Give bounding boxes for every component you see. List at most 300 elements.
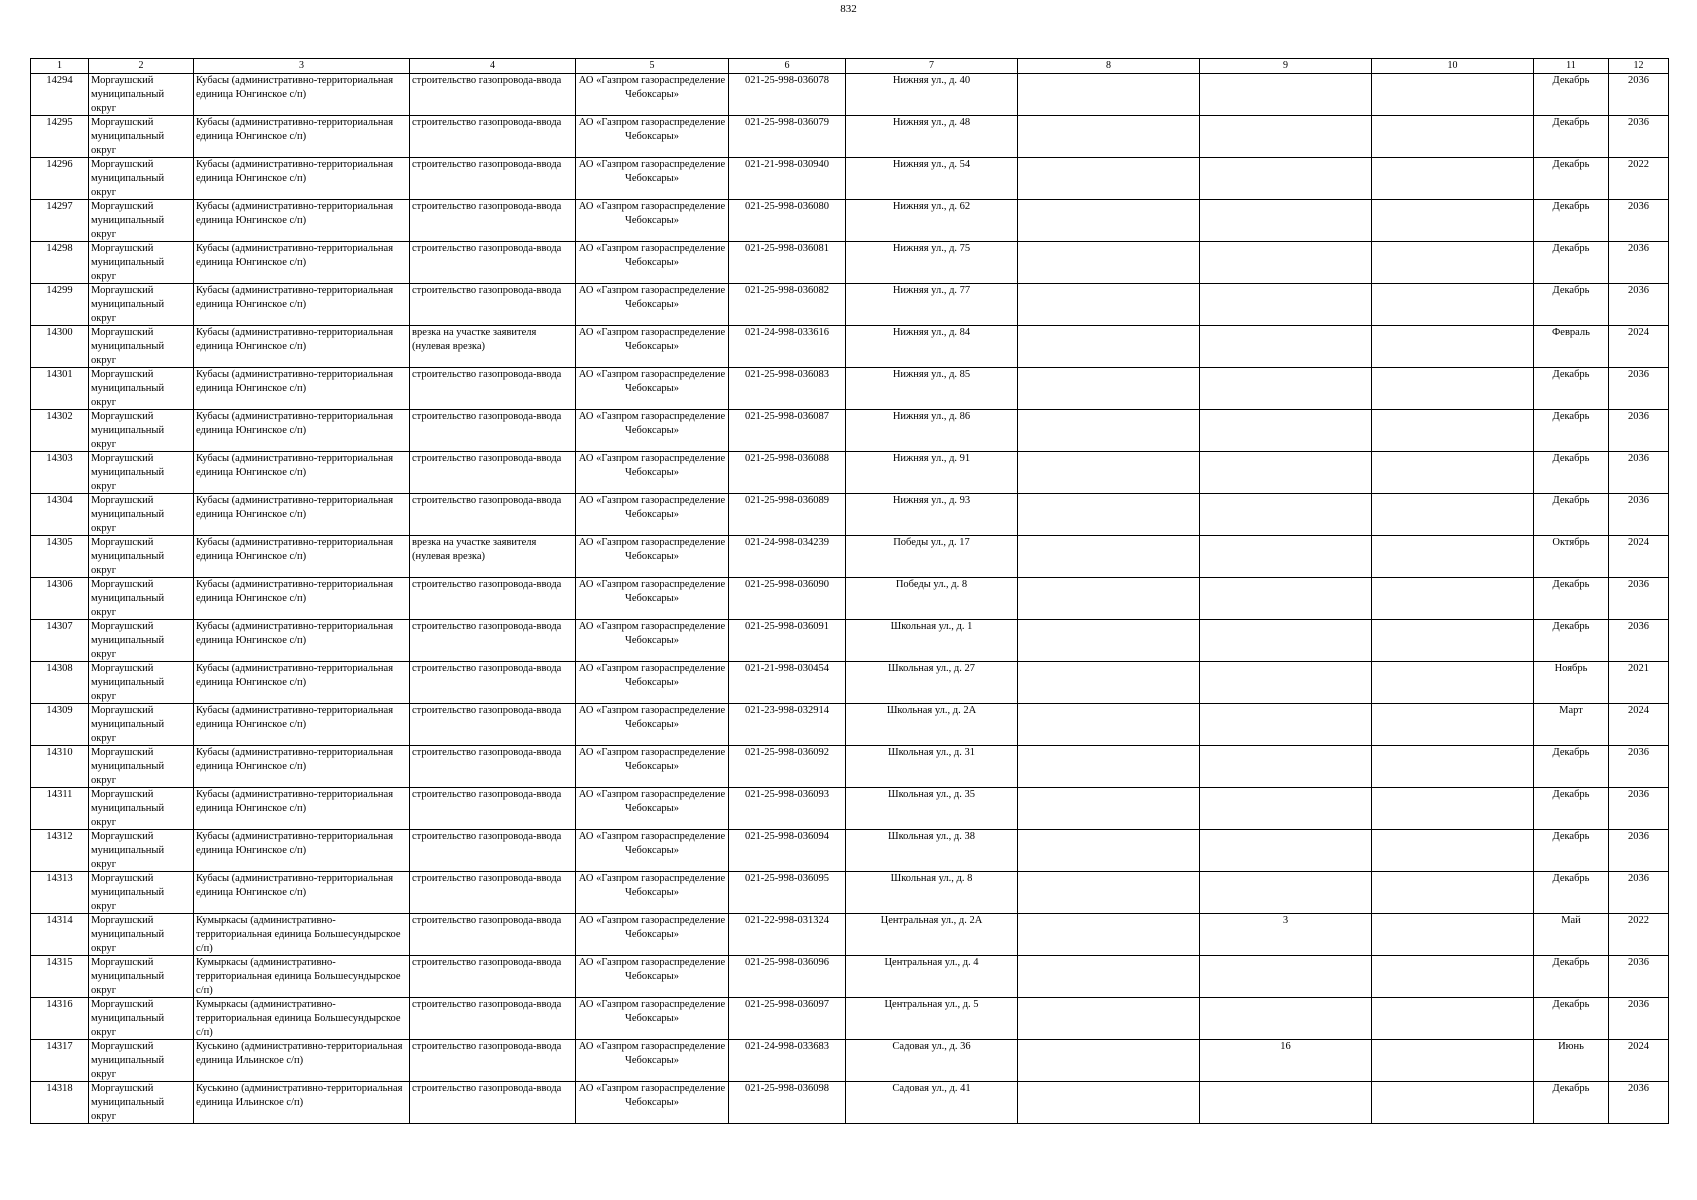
month-text: Декабрь	[1552, 117, 1590, 128]
column-10-cell	[1372, 1040, 1534, 1082]
table-row	[31, 536, 1669, 578]
work-type-cell	[410, 200, 576, 242]
object-code-cell	[729, 620, 846, 662]
address-text: Школьная ул., д. 8	[890, 873, 973, 884]
year-text: 2036	[1628, 75, 1649, 86]
column-8-cell	[1018, 284, 1200, 326]
year-cell	[1609, 242, 1669, 284]
column-9-cell	[1200, 116, 1372, 158]
work-type-cell	[410, 326, 576, 368]
column-10-cell	[1372, 620, 1534, 662]
object-code-cell	[729, 410, 846, 452]
column-10-text	[1374, 200, 1531, 241]
work-type-text: строительство газопровода-ввода	[412, 663, 562, 674]
organization-text: АО «Газпром газораспределение Чебоксары»	[578, 831, 726, 856]
address-text: Нижняя ул., д. 86	[892, 411, 971, 422]
object-code-cell	[729, 158, 846, 200]
row-number-text: 14302	[46, 411, 73, 422]
municipality-text: Моргаушский муниципальный округ	[91, 1041, 165, 1080]
organization-cell	[576, 620, 729, 662]
month-cell	[1534, 452, 1609, 494]
column-8-text	[1020, 116, 1197, 157]
year-cell	[1609, 998, 1669, 1040]
address-cell	[846, 956, 1018, 998]
table-row	[31, 1040, 1669, 1082]
month-cell	[1534, 536, 1609, 578]
column-9-text	[1202, 74, 1369, 115]
organization-cell	[576, 788, 729, 830]
column-9-text	[1202, 620, 1369, 661]
month-cell	[1534, 620, 1609, 662]
organization-cell	[576, 452, 729, 494]
column-9-cell	[1200, 872, 1372, 914]
year-text: 2036	[1628, 495, 1649, 506]
settlement-cell	[194, 200, 410, 242]
address-cell	[846, 284, 1018, 326]
column-header: 12	[1609, 59, 1669, 74]
column-8-text	[1020, 620, 1197, 661]
municipality-text: Моргаушский муниципальный округ	[91, 915, 165, 954]
column-9-text	[1202, 242, 1369, 283]
settlement-text: Кубасы (административно-территориальная единица Юнгинское с/п)	[196, 327, 394, 352]
settlement-text: Кубасы (административно-территориальная единица Юнгинское с/п)	[196, 873, 394, 898]
column-9-text	[1202, 284, 1369, 325]
row-number-text: 14314	[46, 915, 73, 926]
municipality-text: Моргаушский муниципальный округ	[91, 789, 165, 828]
column-8-text	[1020, 872, 1197, 913]
object-code-cell	[729, 662, 846, 704]
row-number-text: 14317	[46, 1041, 73, 1052]
work-type-text: строительство газопровода-ввода	[412, 579, 562, 590]
object-code-cell	[729, 830, 846, 872]
year-cell	[1609, 116, 1669, 158]
table-row	[31, 578, 1669, 620]
settlement-cell	[194, 326, 410, 368]
settlement-cell	[194, 830, 410, 872]
month-text: Декабрь	[1552, 285, 1590, 296]
municipality-text: Моргаушский муниципальный округ	[91, 621, 165, 660]
settlement-cell	[194, 704, 410, 746]
row-number-text: 14318	[46, 1083, 73, 1094]
table-row	[31, 284, 1669, 326]
column-8-cell	[1018, 746, 1200, 788]
row-number-text: 14307	[46, 621, 73, 632]
settlement-text: Кубасы (административно-территориальная единица Юнгинское с/п)	[196, 495, 394, 520]
municipality-text: Моргаушский муниципальный округ	[91, 537, 165, 576]
row-number-text: 14309	[46, 705, 73, 716]
settlement-cell	[194, 662, 410, 704]
year-text: 2036	[1628, 873, 1649, 884]
settlement-text: Кубасы (административно-территориальная единица Юнгинское с/п)	[196, 621, 394, 646]
organization-cell	[576, 410, 729, 452]
column-10-text	[1374, 872, 1531, 913]
column-8-text	[1020, 368, 1197, 409]
settlement-cell	[194, 620, 410, 662]
address-text: Нижняя ул., д. 54	[892, 159, 971, 170]
work-type-cell	[410, 830, 576, 872]
month-cell	[1534, 872, 1609, 914]
year-cell	[1609, 956, 1669, 998]
municipality-cell	[89, 284, 194, 326]
row-number-text: 14311	[46, 789, 73, 800]
column-8-text	[1020, 200, 1197, 241]
work-type-text: строительство газопровода-ввода	[412, 1083, 562, 1094]
column-header: 6	[729, 59, 846, 74]
year-text: 2036	[1628, 579, 1649, 590]
work-type-cell	[410, 662, 576, 704]
work-type-text: строительство газопровода-ввода	[412, 285, 562, 296]
settlement-text: Кумыркасы (административно-территориальная единица Большесундырское с/п)	[196, 957, 401, 996]
address-cell	[846, 1082, 1018, 1124]
municipality-text: Моргаушский муниципальный округ	[91, 327, 165, 366]
address-cell	[846, 1040, 1018, 1082]
month-cell	[1534, 116, 1609, 158]
table-row	[31, 200, 1669, 242]
organization-cell	[576, 830, 729, 872]
municipality-text: Моргаушский муниципальный округ	[91, 369, 165, 408]
table-row	[31, 872, 1669, 914]
settlement-cell	[194, 788, 410, 830]
municipality-text: Моргаушский муниципальный округ	[91, 831, 165, 870]
address-text: Нижняя ул., д. 85	[892, 369, 971, 380]
object-code-text: 021-25-998-036079	[745, 117, 829, 128]
column-8-cell	[1018, 620, 1200, 662]
organization-text: АО «Газпром газораспределение Чебоксары»	[578, 579, 726, 604]
settlement-text: Кубасы (административно-территориальная единица Юнгинское с/п)	[196, 537, 394, 562]
column-8-text	[1020, 914, 1197, 955]
column-8-cell	[1018, 326, 1200, 368]
year-cell	[1609, 494, 1669, 536]
table-row	[31, 1082, 1669, 1124]
settlement-text: Кубасы (административно-территориальная единица Юнгинское с/п)	[196, 663, 394, 688]
organization-text: АО «Газпром газораспределение Чебоксары»	[578, 705, 726, 730]
column-8-text	[1020, 1040, 1197, 1081]
column-8-cell	[1018, 998, 1200, 1040]
organization-text: АО «Газпром газораспределение Чебоксары»	[578, 495, 726, 520]
work-type-cell	[410, 410, 576, 452]
object-code-cell	[729, 956, 846, 998]
month-cell	[1534, 242, 1609, 284]
organization-cell	[576, 242, 729, 284]
column-9-text	[1202, 872, 1369, 913]
month-text: Декабрь	[1552, 957, 1590, 968]
settlement-cell	[194, 74, 410, 116]
row-number-cell	[31, 410, 89, 452]
table-row	[31, 788, 1669, 830]
year-text: 2036	[1628, 747, 1649, 758]
column-8-cell	[1018, 1082, 1200, 1124]
column-10-cell	[1372, 914, 1534, 956]
column-9-text	[1202, 1082, 1369, 1123]
column-8-cell	[1018, 116, 1200, 158]
municipality-text: Моргаушский муниципальный округ	[91, 747, 165, 786]
month-text: Май	[1561, 915, 1581, 926]
municipality-cell	[89, 368, 194, 410]
organization-cell	[576, 368, 729, 410]
column-header: 9	[1200, 59, 1372, 74]
municipality-cell	[89, 1040, 194, 1082]
month-cell	[1534, 200, 1609, 242]
month-cell	[1534, 830, 1609, 872]
month-text: Июнь	[1558, 1041, 1584, 1052]
table-row	[31, 746, 1669, 788]
column-10-cell	[1372, 746, 1534, 788]
column-10-text	[1374, 536, 1531, 577]
address-text: Школьная ул., д. 2А	[886, 705, 977, 716]
settlement-text: Кубасы (административно-территориальная единица Юнгинское с/п)	[196, 747, 394, 772]
month-text: Декабрь	[1552, 621, 1590, 632]
column-10-cell	[1372, 578, 1534, 620]
organization-text: АО «Газпром газораспределение Чебоксары»	[578, 999, 726, 1024]
column-9-cell	[1200, 284, 1372, 326]
column-8-text	[1020, 956, 1197, 997]
address-cell	[846, 200, 1018, 242]
month-text: Декабрь	[1552, 243, 1590, 254]
month-text: Декабрь	[1552, 75, 1590, 86]
month-text: Декабрь	[1552, 873, 1590, 884]
work-type-text: строительство газопровода-ввода	[412, 873, 562, 884]
month-text: Октябрь	[1552, 537, 1590, 548]
year-cell	[1609, 662, 1669, 704]
column-8-text	[1020, 578, 1197, 619]
column-9-cell	[1200, 662, 1372, 704]
organization-cell	[576, 914, 729, 956]
organization-cell	[576, 326, 729, 368]
table-row	[31, 242, 1669, 284]
row-number-cell	[31, 536, 89, 578]
column-header: 5	[576, 59, 729, 74]
table-row	[31, 368, 1669, 410]
organization-cell	[576, 494, 729, 536]
work-type-text: строительство газопровода-ввода	[412, 789, 562, 800]
column-9-text	[1202, 704, 1369, 745]
municipality-cell	[89, 872, 194, 914]
work-type-cell	[410, 494, 576, 536]
column-header: 2	[89, 59, 194, 74]
column-10-text	[1374, 74, 1531, 115]
organization-text: АО «Газпром газораспределение Чебоксары»	[578, 621, 726, 646]
work-type-cell	[410, 452, 576, 494]
column-9-text	[1202, 200, 1369, 241]
work-type-cell	[410, 788, 576, 830]
settlement-text: Кубасы (административно-территориальная единица Юнгинское с/п)	[196, 831, 394, 856]
municipality-cell	[89, 662, 194, 704]
column-8-cell	[1018, 242, 1200, 284]
municipality-text: Моргаушский муниципальный округ	[91, 201, 165, 240]
column-8-cell	[1018, 956, 1200, 998]
row-number-text: 14294	[46, 75, 73, 86]
column-8-text	[1020, 284, 1197, 325]
object-code-cell	[729, 788, 846, 830]
table-row	[31, 452, 1669, 494]
column-header: 10	[1372, 59, 1534, 74]
column-9-cell	[1200, 1040, 1372, 1082]
column-8-text	[1020, 830, 1197, 871]
organization-cell	[576, 872, 729, 914]
municipality-cell	[89, 746, 194, 788]
address-text: Центральная ул., д. 5	[884, 999, 979, 1010]
year-text: 2036	[1628, 999, 1649, 1010]
organization-cell	[576, 1040, 729, 1082]
column-10-cell	[1372, 158, 1534, 200]
column-9-text: 16	[1280, 1041, 1291, 1052]
year-text: 2036	[1628, 285, 1649, 296]
column-8-cell	[1018, 788, 1200, 830]
table-row	[31, 410, 1669, 452]
month-text: Март	[1559, 705, 1583, 716]
object-code-cell	[729, 494, 846, 536]
settlement-text: Куськино (административно-территориальная единица Ильинское с/п)	[196, 1041, 403, 1066]
object-code-text: 021-24-998-033683	[745, 1041, 829, 1052]
month-text: Декабрь	[1552, 201, 1590, 212]
row-number-text: 14295	[46, 117, 73, 128]
month-text: Декабрь	[1552, 999, 1590, 1010]
address-text: Школьная ул., д. 1	[890, 621, 973, 632]
organization-cell	[576, 998, 729, 1040]
settlement-cell	[194, 998, 410, 1040]
object-code-cell	[729, 704, 846, 746]
year-cell	[1609, 872, 1669, 914]
column-9-text	[1202, 452, 1369, 493]
column-10-text	[1374, 704, 1531, 745]
work-type-cell	[410, 704, 576, 746]
column-9-cell	[1200, 620, 1372, 662]
settlement-cell	[194, 1082, 410, 1124]
year-cell	[1609, 1040, 1669, 1082]
address-cell	[846, 242, 1018, 284]
work-type-text: строительство газопровода-ввода	[412, 621, 562, 632]
municipality-cell	[89, 956, 194, 998]
table-row	[31, 956, 1669, 998]
column-10-text	[1374, 956, 1531, 997]
column-10-text	[1374, 116, 1531, 157]
month-cell	[1534, 158, 1609, 200]
year-cell	[1609, 368, 1669, 410]
table-row	[31, 158, 1669, 200]
organization-cell	[576, 200, 729, 242]
organization-text: АО «Газпром газораспределение Чебоксары»	[578, 1041, 726, 1066]
address-cell	[846, 326, 1018, 368]
table-body	[31, 74, 1669, 1124]
column-8-text	[1020, 704, 1197, 745]
object-code-text: 021-21-998-030940	[745, 159, 829, 170]
organization-cell	[576, 74, 729, 116]
address-text: Школьная ул., д. 31	[887, 747, 976, 758]
month-text: Декабрь	[1552, 747, 1590, 758]
year-text: 2036	[1628, 789, 1649, 800]
object-code-text: 021-21-998-030454	[745, 663, 829, 674]
object-code-text: 021-25-998-036092	[745, 747, 829, 758]
column-9-text	[1202, 956, 1369, 997]
organization-text: АО «Газпром газораспределение Чебоксары»	[578, 285, 726, 310]
column-10-cell	[1372, 788, 1534, 830]
organization-text: АО «Газпром газораспределение Чебоксары»	[578, 537, 726, 562]
row-number-cell	[31, 158, 89, 200]
column-10-text	[1374, 158, 1531, 199]
column-9-text	[1202, 536, 1369, 577]
column-10-cell	[1372, 326, 1534, 368]
column-9-cell	[1200, 914, 1372, 956]
object-code-text: 021-25-998-036088	[745, 453, 829, 464]
row-number-cell	[31, 830, 89, 872]
settlement-cell	[194, 410, 410, 452]
year-text: 2022	[1628, 159, 1649, 170]
column-10-text	[1374, 788, 1531, 829]
work-type-text: строительство газопровода-ввода	[412, 831, 562, 842]
row-number-text: 14301	[46, 369, 73, 380]
column-10-cell	[1372, 284, 1534, 326]
row-number-text: 14296	[46, 159, 73, 170]
organization-text: АО «Газпром газораспределение Чебоксары»	[578, 873, 726, 898]
municipality-cell	[89, 1082, 194, 1124]
work-type-cell	[410, 872, 576, 914]
row-number-cell	[31, 872, 89, 914]
organization-text: АО «Газпром газораспределение Чебоксары»	[578, 663, 726, 688]
column-10-text	[1374, 410, 1531, 451]
settlement-text: Кубасы (административно-территориальная единица Юнгинское с/п)	[196, 369, 394, 394]
settlement-text: Кубасы (административно-территориальная единица Юнгинское с/п)	[196, 579, 394, 604]
column-8-text	[1020, 494, 1197, 535]
row-number-cell	[31, 284, 89, 326]
column-10-cell	[1372, 830, 1534, 872]
organization-cell	[576, 662, 729, 704]
column-8-text	[1020, 410, 1197, 451]
month-cell	[1534, 914, 1609, 956]
table-row	[31, 326, 1669, 368]
settlement-text: Кубасы (административно-территориальная единица Юнгинское с/п)	[196, 285, 394, 310]
month-text: Ноябрь	[1554, 663, 1588, 674]
row-number-text: 14297	[46, 201, 73, 212]
work-type-cell	[410, 116, 576, 158]
column-8-cell	[1018, 452, 1200, 494]
year-cell	[1609, 536, 1669, 578]
year-cell	[1609, 1082, 1669, 1124]
address-cell	[846, 704, 1018, 746]
settlement-text: Кумыркасы (административно-территориальная единица Большесундырское с/п)	[196, 915, 401, 954]
work-type-text: строительство газопровода-ввода	[412, 411, 562, 422]
settlement-text: Кубасы (административно-территориальная единица Юнгинское с/п)	[196, 789, 394, 814]
year-text: 2021	[1628, 663, 1649, 674]
column-10-text	[1374, 1040, 1531, 1081]
month-cell	[1534, 746, 1609, 788]
municipality-text: Моргаушский муниципальный округ	[91, 285, 165, 324]
municipality-cell	[89, 494, 194, 536]
address-cell	[846, 536, 1018, 578]
column-8-cell	[1018, 158, 1200, 200]
settlement-cell	[194, 1040, 410, 1082]
object-code-text: 021-24-998-033616	[745, 327, 829, 338]
row-number-text: 14315	[46, 957, 73, 968]
column-8-cell	[1018, 410, 1200, 452]
organization-text: АО «Газпром газораспределение Чебоксары»	[578, 159, 726, 184]
object-code-text: 021-25-998-036096	[745, 957, 829, 968]
month-text: Февраль	[1552, 327, 1590, 338]
object-code-cell	[729, 242, 846, 284]
address-cell	[846, 494, 1018, 536]
work-type-cell	[410, 536, 576, 578]
year-text: 2036	[1628, 1083, 1649, 1094]
object-code-text: 021-25-998-036080	[745, 201, 829, 212]
column-9-cell	[1200, 746, 1372, 788]
object-code-cell	[729, 746, 846, 788]
row-number-cell	[31, 1082, 89, 1124]
municipality-text: Моргаушский муниципальный округ	[91, 75, 165, 114]
column-8-text	[1020, 536, 1197, 577]
organization-text: АО «Газпром газораспределение Чебоксары»	[578, 75, 726, 100]
municipality-cell	[89, 158, 194, 200]
object-code-text: 021-23-998-032914	[745, 705, 829, 716]
object-code-text: 021-25-998-036097	[745, 999, 829, 1010]
